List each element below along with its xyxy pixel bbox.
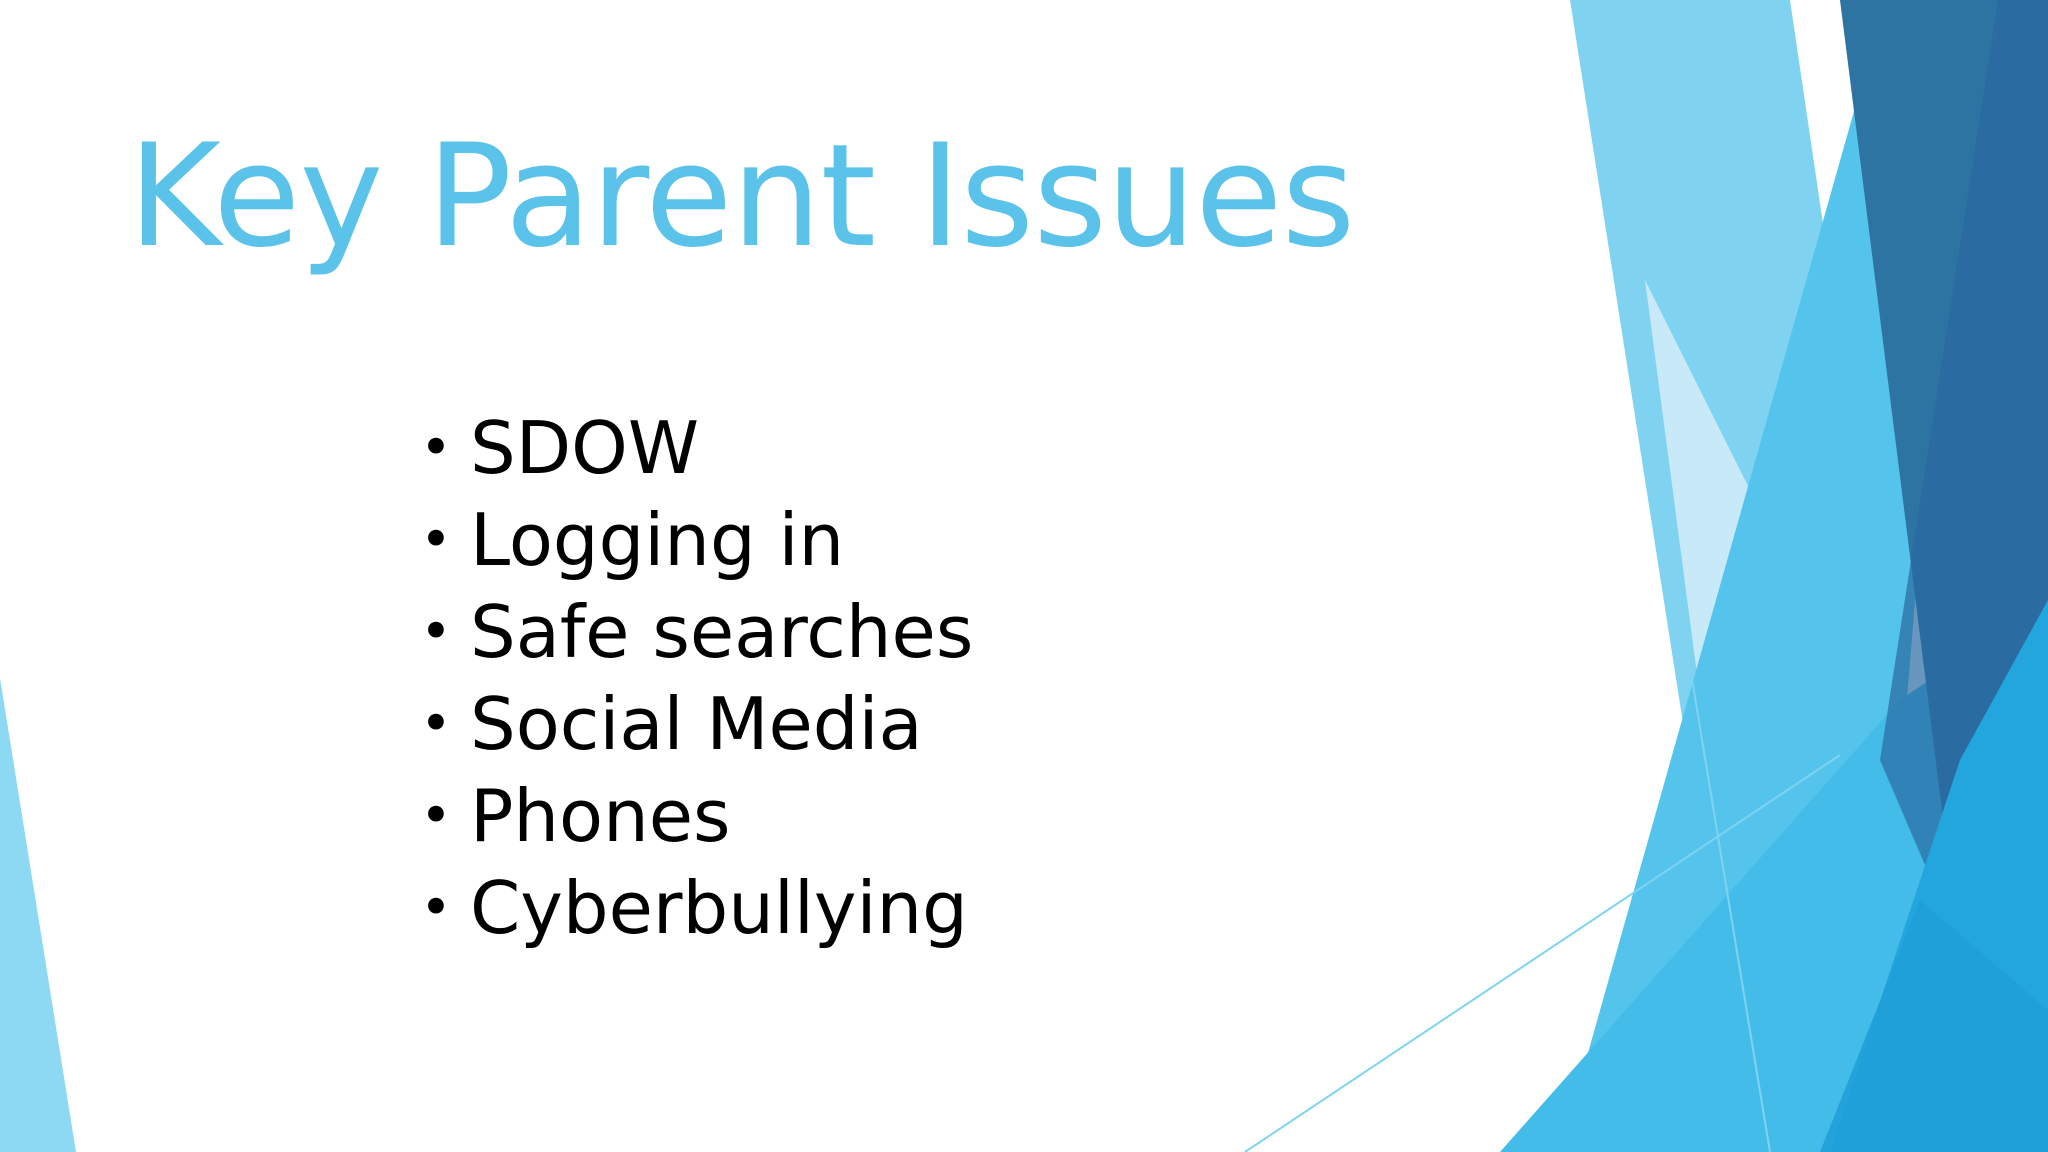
bullet-text: Safe searches — [470, 590, 974, 674]
cyan-corner — [1820, 900, 2048, 1152]
bullet-point-icon: • — [420, 508, 452, 571]
left-edge-triangle — [0, 678, 76, 1152]
bullet-item-cyberbullying — [420, 862, 973, 954]
dark-blue-band — [1840, 0, 2048, 1152]
bullet-text: Cyberbullying — [470, 866, 968, 950]
bullet-item-social-media — [420, 678, 973, 770]
bullet-item-phones — [420, 770, 973, 862]
dark-blue-overlay — [1880, 0, 2048, 1152]
bullet-text: Logging in — [470, 498, 845, 582]
bright-blue-corner — [1830, 600, 2048, 1152]
bullet-list — [420, 402, 973, 954]
bullet-item-logging-in — [420, 494, 973, 586]
mid-blue-wedge — [1560, 90, 1920, 1152]
pale-blue-band — [1645, 280, 1820, 1152]
thin-cross-line — [1245, 755, 1840, 1152]
bullet-point-icon: • — [420, 416, 452, 479]
bullet-point-icon: • — [420, 600, 452, 663]
bullet-text: Phones — [470, 774, 731, 858]
bullet-text: Social Media — [470, 682, 923, 766]
bullet-text: SDOW — [470, 406, 700, 490]
thin-diagonal-line — [1580, 0, 1770, 1152]
bullet-point-icon: • — [420, 784, 452, 847]
bullet-point-icon: • — [420, 692, 452, 755]
bullet-item-sdow — [420, 402, 973, 494]
bottom-blue-triangle — [1500, 600, 2048, 1152]
slide-title: Key Parent Issues — [128, 114, 1355, 279]
bullet-point-icon: • — [420, 876, 452, 939]
light-blue-band — [1570, 0, 1905, 1152]
bullet-item-safe-searches — [420, 586, 973, 678]
